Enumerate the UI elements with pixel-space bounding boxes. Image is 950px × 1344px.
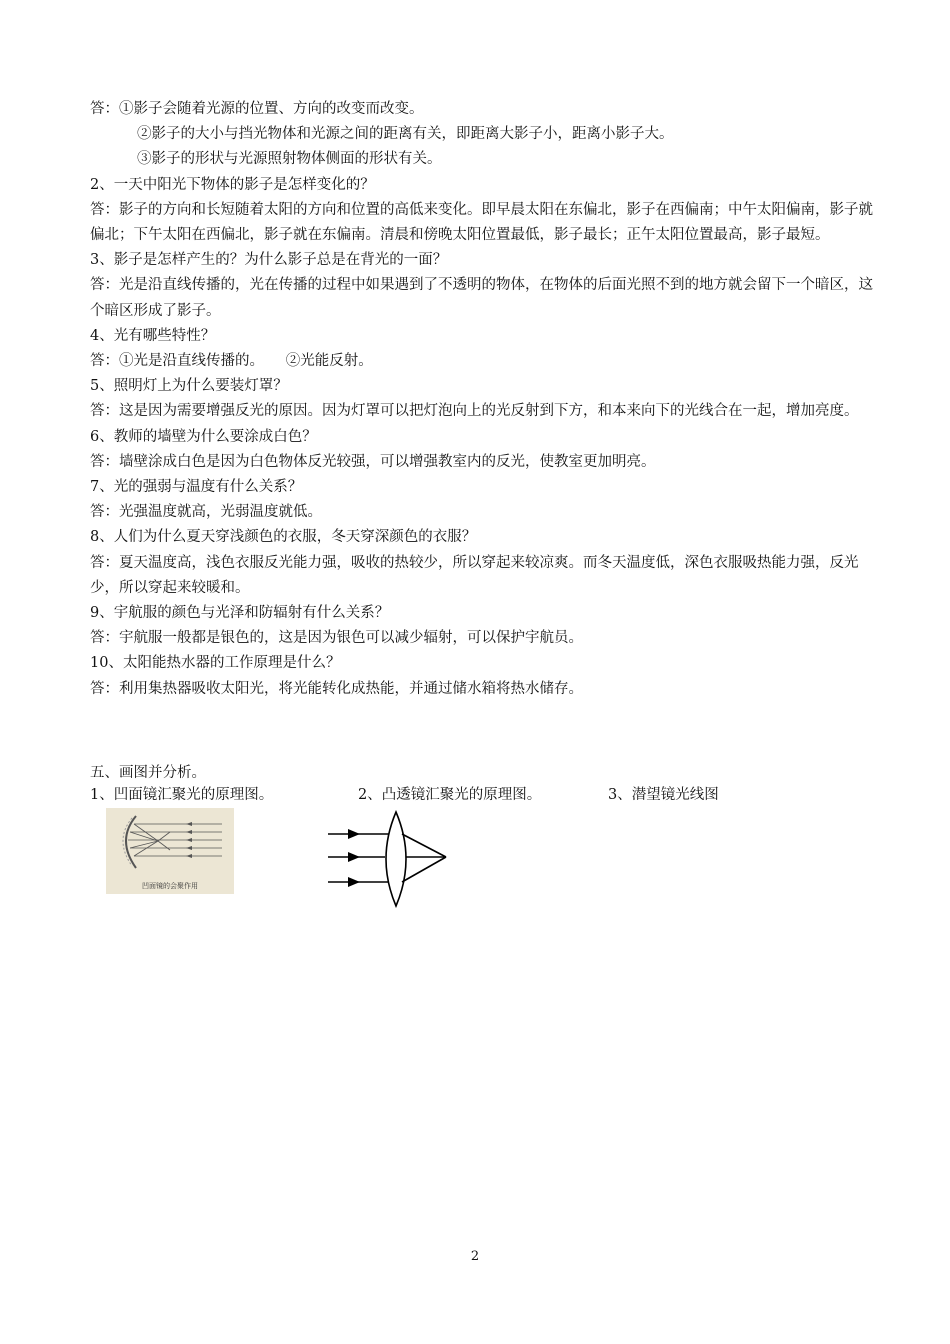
answer-line: 答：光强温度就高，光弱温度就低。 [90, 504, 322, 521]
figure-label-periscope: 3、潜望镜光线图 [608, 787, 719, 803]
answer-line: 答：利用集热器吸收太阳光，将光能转化成热能，并通过储水箱将热水储存。 [90, 680, 583, 697]
question-line: 2、一天中阳光下物体的影子是怎样变化的？ [90, 176, 375, 193]
qa-text-block [90, 97, 880, 702]
answer-paragraph: 答：影子的方向和长短随着太阳的方向和位置的高低来变化。即早晨太阳在东偏北，影子在西偏南；中午太阳偏南，影子就偏北；下午太阳在西偏北，影子就在东偏南。清晨和傍晚太阳位置最低，影子最长；正午太阳位置最高，影子最短。 [90, 201, 873, 244]
question-line: 7、光的强弱与温度有什么关系？ [90, 479, 303, 496]
question-line: 6、教师的墙壁为什么要涂成白色？ [90, 428, 317, 445]
answer-paragraph: 答：这是因为需要增强反光的原因。因为灯罩可以把灯泡向上的光反射到下方，和本来向下的光线合在一起，增加亮度。 [90, 403, 859, 420]
question-line: 5、照明灯上为什么要装灯罩？ [90, 378, 288, 395]
convex-lens-figure [326, 810, 450, 908]
convex-lens-diagram [326, 810, 450, 908]
concave-mirror-figure [106, 808, 234, 894]
question-line: 4、光有哪些特性？ [90, 327, 216, 344]
page-number: 2 [470, 1249, 480, 1264]
figure-label-convex-lens: 2、凸透镜汇聚光的原理图。 [358, 787, 542, 803]
section-heading: 五、画图并分析。 [90, 765, 206, 781]
answer-line: ③影子的形状与光源照射物体侧面的形状有关。 [137, 151, 442, 168]
answer-line: 答：宇航服一般都是银色的，这是因为银色可以减少辐射，可以保护宇航员。 [90, 630, 583, 647]
answer-line: 答：①光是沿直线传播的。 ②光能反射。 [90, 353, 373, 370]
question-line: 10、太阳能热水器的工作原理是什么？ [90, 655, 341, 672]
figure-labels-row [90, 784, 880, 806]
answer-paragraph: 答：夏天温度高，浅色衣服反光能力强，吸收的热较少，所以穿起来较凉爽。而冬天温度低，深色衣服吸热能力强，反光少，所以穿起来较暖和。 [90, 554, 859, 596]
section-5 [90, 762, 880, 806]
answer-line: 答：墙壁涂成白色是因为白色物体反光较强，可以增强教室内的反光，使教室更加明亮。 [90, 453, 656, 470]
concave-mirror-caption: 凹面镜的会聚作用 [142, 882, 198, 890]
question-line: 8、人们为什么夏天穿浅颜色的衣服，冬天穿深颜色的衣服？ [90, 529, 477, 546]
question-line: 3、影子是怎样产生的？为什么影子总是在背光的一面？ [90, 252, 448, 269]
answer-line: 答：①影子会随着光源的位置、方向的改变而改变。 [90, 101, 424, 117]
answer-paragraph: 答：光是沿直线传播的，光在传播的过程中如果遇到了不透明的物体，在物体的后面光照不到的地方就会留下一个暗区，这个暗区形成了影子。 [90, 277, 873, 319]
question-line: 9、宇航服的颜色与光泽和防辐射有什么关系？ [90, 605, 390, 622]
figure-label-concave-mirror: 1、凹面镜汇聚光的原理图。 [90, 787, 274, 803]
answer-line: ②影子的大小与挡光物体和光源之间的距离有关，即距离大影子小，距离小影子大。 [137, 126, 674, 143]
